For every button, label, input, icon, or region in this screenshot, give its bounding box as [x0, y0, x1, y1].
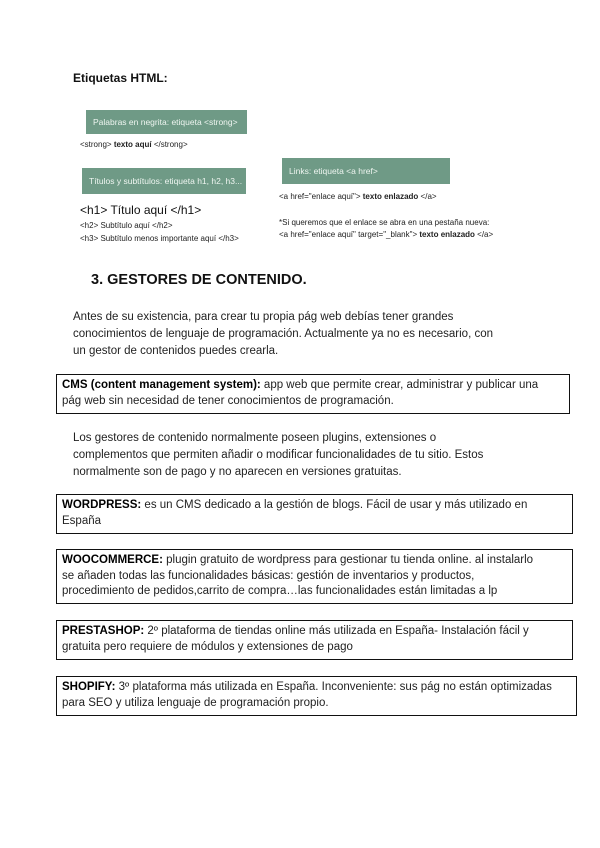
- h1-demo: <h1> Título aquí </h1>: [80, 203, 202, 217]
- link-code-bold: texto enlazado: [362, 192, 419, 201]
- wordpress-text: es un CMS dedicado a la gestión de blogs. Fácil de usar y más utilizado en España: [62, 499, 528, 527]
- strong-tag-box: [86, 110, 247, 134]
- plugins-paragraph: [73, 430, 543, 481]
- link-code-example: [279, 192, 437, 201]
- newtab-code-example: [279, 230, 493, 239]
- shopify-term: SHOPIFY:: [62, 681, 116, 693]
- strong-code-pre: <strong>: [80, 140, 114, 149]
- titles-tag-box-label: Títulos y subtítulos: etiqueta h1, h2, h3...: [89, 176, 243, 186]
- links-tag-box: [282, 158, 450, 184]
- h2-demo: <h2> Subtítulo aquí </h2>: [80, 221, 173, 230]
- intro-line: un gestor de contenidos puedes crearla.: [73, 345, 279, 357]
- cms-text-1: app web que permite crear, administrar y publicar una: [260, 379, 539, 391]
- cms-text-2: pág web sin necesidad de tener conocimientos de programación.: [62, 394, 394, 407]
- newtab-code-pre: <a href="enlace aquí" target="_blank">: [279, 230, 420, 239]
- shopify-box: [56, 676, 577, 716]
- html-tags-heading: Etiquetas HTML:: [73, 71, 168, 85]
- links-tag-box-label: Links: etiqueta <a href>: [289, 166, 378, 176]
- shopify-text: 3º plataforma más utilizada en España. Inconveniente: sus pág no están optimizadas para SEO y utiliza lenguaje de programación propio.: [62, 681, 552, 709]
- intro-line: Antes de su existencia, para crear tu propia pág web debías tener grandes: [73, 311, 454, 323]
- wordpress-box: [56, 494, 573, 534]
- strong-code-example: [80, 140, 188, 149]
- plugins-line: Los gestores de contenido normalmente poseen plugins, extensiones o: [73, 432, 437, 444]
- woocommerce-text-3: procedimiento de pedidos,carrito de compra…las funcionalidades están limitadas a lp: [62, 585, 498, 597]
- strong-code-post: </strong>: [151, 140, 188, 149]
- woocommerce-box: [56, 549, 573, 604]
- intro-line: conocimientos de lenguaje de programación. Actualmente ya no es necesario, con: [73, 328, 494, 340]
- newtab-note: *Si queremos que el enlace se abra en una pestaña nueva:: [279, 218, 490, 227]
- plugins-line: normalmente son de pago y no aparecen en versiones gratuitas.: [73, 466, 402, 478]
- woocommerce-text-1: plugin gratuito de wordpress para gestionar tu tienda online. al instalarlo: [162, 554, 534, 566]
- prestashop-box: [56, 620, 573, 660]
- prestashop-term: PRESTASHOP:: [62, 625, 145, 637]
- newtab-code-post: </a>: [474, 230, 494, 239]
- cms-definition-box: [56, 374, 570, 414]
- plugins-line: complementos que permiten añadir o modificar funcionalidades de tu sitio. Estos: [73, 449, 484, 461]
- section-title: 3. GESTORES DE CONTENIDO.: [91, 272, 307, 288]
- woocommerce-text-2: se añaden todas las funcionalidades básicas: gestión de inventarios y productos,: [62, 569, 475, 582]
- link-code-post: </a>: [418, 192, 437, 201]
- titles-tag-box: [82, 168, 246, 194]
- link-code-pre: <a href="enlace aquí">: [279, 192, 363, 201]
- prestashop-text: 2º plataforma de tiendas online más utilizada en España- Instalación fácil y gratuita pero requiere de módulos y extensiones de pago: [62, 625, 529, 653]
- woocommerce-term: WOOCOMMERCE:: [62, 554, 163, 566]
- wordpress-term: WORDPRESS:: [62, 499, 142, 511]
- h3-demo: <h3> Subtítulo menos importante aquí </h3>: [80, 234, 239, 243]
- newtab-code-bold: texto enlazado: [419, 230, 475, 239]
- strong-tag-box-label: Palabras en negrita: etiqueta <strong>: [93, 117, 238, 127]
- intro-paragraph: [73, 309, 543, 360]
- strong-code-bold: texto aquí: [113, 140, 152, 149]
- cms-term: CMS (content management system):: [62, 379, 261, 391]
